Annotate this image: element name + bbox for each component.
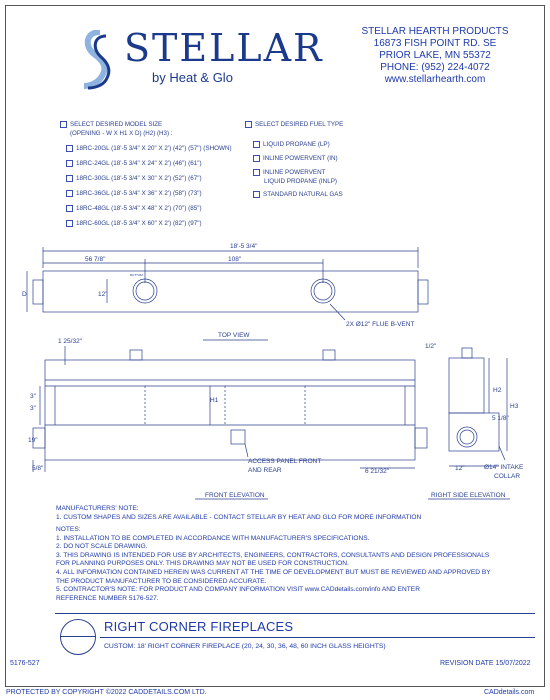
- dim-half-label: 1/2": [425, 343, 437, 350]
- model-option-label: 18RC-36GL (18'-5 3/4" X 36" X 2') (58") (73"): [76, 190, 202, 198]
- access-leader: [245, 444, 248, 457]
- dim-518-label: 5 1/8": [492, 415, 509, 422]
- dim-621-label: 6 21/32": [365, 468, 389, 475]
- top-view-label: TOP VIEW: [218, 332, 250, 339]
- title-underline: [100, 637, 535, 638]
- fuel-select-label: SELECT DESIRED FUEL TYPE: [255, 121, 344, 129]
- model-option-label: 18RC-30GL (18'-5 3/4" X 30" X 2') (52") (67"): [76, 175, 202, 183]
- model-select-label: SELECT DESIRED MODEL SIZE: [70, 121, 163, 129]
- dim-3a-label: 3": [30, 393, 36, 400]
- copyright-text: PROTECTED BY COPYRIGHT ©2022 CADDETAILS.COM LTD.: [6, 689, 207, 696]
- company-street: 16873 FISH POINT RD. SE: [373, 38, 497, 49]
- company-city: PRIOR LAKE, MN 55372: [379, 50, 491, 61]
- drawing-title: RIGHT CORNER FIREPLACES: [104, 619, 294, 634]
- dim-58-label: 5/8": [32, 465, 44, 472]
- manufacturer-notes-title: MANUFACTURERS' NOTE:: [56, 505, 139, 512]
- side-elevation-label: RIGHT SIDE ELEVATION: [431, 492, 506, 499]
- side-elevation-upper: [449, 358, 484, 413]
- dim-19-label: 19": [28, 437, 38, 444]
- note-line: 3. THIS DRAWING IS INTENDED FOR USE BY ARCHITECTS, ENGINEERS, CONTRACTORS, CONSULTANTS AND DESIGN PROFESSIONALS: [56, 551, 490, 559]
- note-line: REFERENCE NUMBER 5176-527.: [56, 594, 159, 602]
- intake-leader: [499, 446, 505, 460]
- flue-note: 2X Ø12" FLUE B-VENT: [346, 321, 415, 328]
- intake-note-1: Ø14" INTAKE: [484, 464, 524, 471]
- logo-wordmark: STELLAR: [124, 26, 324, 70]
- company-phone: PHONE: (952) 224-4072: [380, 62, 490, 73]
- notes-title: NOTES:: [56, 526, 81, 533]
- manufacturer-note-line: 1. CUSTOM SHAPES AND SIZES ARE AVAILABLE - CONTACT STELLAR BY HEAT AND GLO FOR MORE INFORMATION: [56, 513, 422, 521]
- title-circle-icon: [60, 619, 96, 655]
- dim-left-label: 56 7/8": [85, 256, 106, 263]
- dim-h3-label: H3: [510, 403, 519, 410]
- dim-d-label: D: [22, 291, 27, 298]
- access-note-2: AND REAR: [248, 467, 282, 474]
- dim-side12-label: 12": [455, 465, 465, 472]
- dim-overall-label: 18'-5 3/4": [230, 243, 258, 250]
- access-note-1: ACCESS PANEL FRONT: [248, 458, 322, 465]
- dim-125-label: 1 25/32": [58, 338, 82, 345]
- front-elevation-body: [45, 360, 415, 460]
- fuel-option-label: STANDARD NATURAL GAS: [263, 191, 343, 199]
- dim-h1-label: H1: [210, 397, 219, 404]
- company-name: STELLAR HEARTH PRODUCTS: [361, 26, 509, 37]
- model-option-label: 18RC-24GL (18'-5 3/4" X 24" X 2') (46") (61"): [76, 160, 202, 168]
- model-option-label: 18RC-20GL (18'-5 3/4" X 20" X 2') (42") (57") (SHOWN): [76, 145, 232, 153]
- access-panel: [231, 430, 245, 444]
- dim-center-label: 108": [228, 256, 242, 263]
- model-option-label: 18RC-60GL (18'-5 3/4" X 60" X 2') (82") (97"): [76, 220, 202, 228]
- dim-h2-label: H2: [493, 387, 502, 394]
- note-line: THE PRODUCT MANUFACTURER TO BE CONSIDERED ACCURATE.: [56, 577, 267, 585]
- note-line: FOR PLANNING PURPOSES ONLY. THIS DRAWING MAY NOT BE USED FOR CONSTRUCTION.: [56, 560, 349, 568]
- fuel-option-label: INLINE POWERVENT (IN): [263, 155, 338, 163]
- note-line: 4. ALL INFORMATION CONTAINED HEREIN WAS CURRENT AT THE TIME OF DEVELOPMENT BUT MUST BE REVIEWED AND APPROVED BY: [56, 568, 491, 576]
- dim-12-label: 12": [98, 291, 108, 298]
- note-line: 1. INSTALLATION TO BE COMPLETED IN ACCORDANCE WITH MANUFACTURER'S SPECIFICATIONS.: [56, 534, 370, 542]
- fuel-option-label: LIQUID PROPANE (LP): [263, 141, 330, 149]
- company-website[interactable]: www.stellarhearth.com: [384, 74, 486, 85]
- model-option-label: 18RC-48GL (18'-5 3/4" X 48" X 2') (70") (85"): [76, 205, 202, 213]
- intake-note-2: COLLAR: [494, 473, 521, 480]
- model-select-subtitle: (OPENING - W X H1 X D) (H2) (H3) :: [70, 130, 173, 137]
- revision-date: REVISION DATE 15/07/2022: [440, 660, 531, 667]
- manufacturer-notes: [56, 505, 421, 522]
- drawing-subtitle: CUSTOM: 18' RIGHT CORNER FIREPLACE (20, 24, 30, 36, 48, 60 INCH GLASS HEIGHTS): [104, 643, 386, 650]
- front-elevation-label: FRONT ELEVATION: [205, 492, 265, 499]
- caddetails-link[interactable]: CADdetails.com: [484, 689, 535, 696]
- title-block-separator: [55, 613, 535, 614]
- fuel-option-label: INLINE POWERVENT: [263, 169, 326, 177]
- general-notes: [56, 526, 491, 603]
- logo-subtitle: by Heat & Glo: [152, 70, 233, 85]
- note-line: 5. CONTRACTOR'S NOTE: FOR PRODUCT AND COMPANY INFORMATION VISIT www.CADdetails.com/info AND ENTER: [56, 586, 420, 594]
- reference-number: 5176-527: [10, 660, 40, 667]
- dim-3b-label: 3": [30, 405, 36, 412]
- note-line: 2. DO NOT SCALE DRAWING.: [56, 543, 148, 551]
- small-flue-tag: BOTTOM: [130, 273, 143, 277]
- fuel-option-line2: LIQUID PROPANE (INLP): [264, 178, 338, 185]
